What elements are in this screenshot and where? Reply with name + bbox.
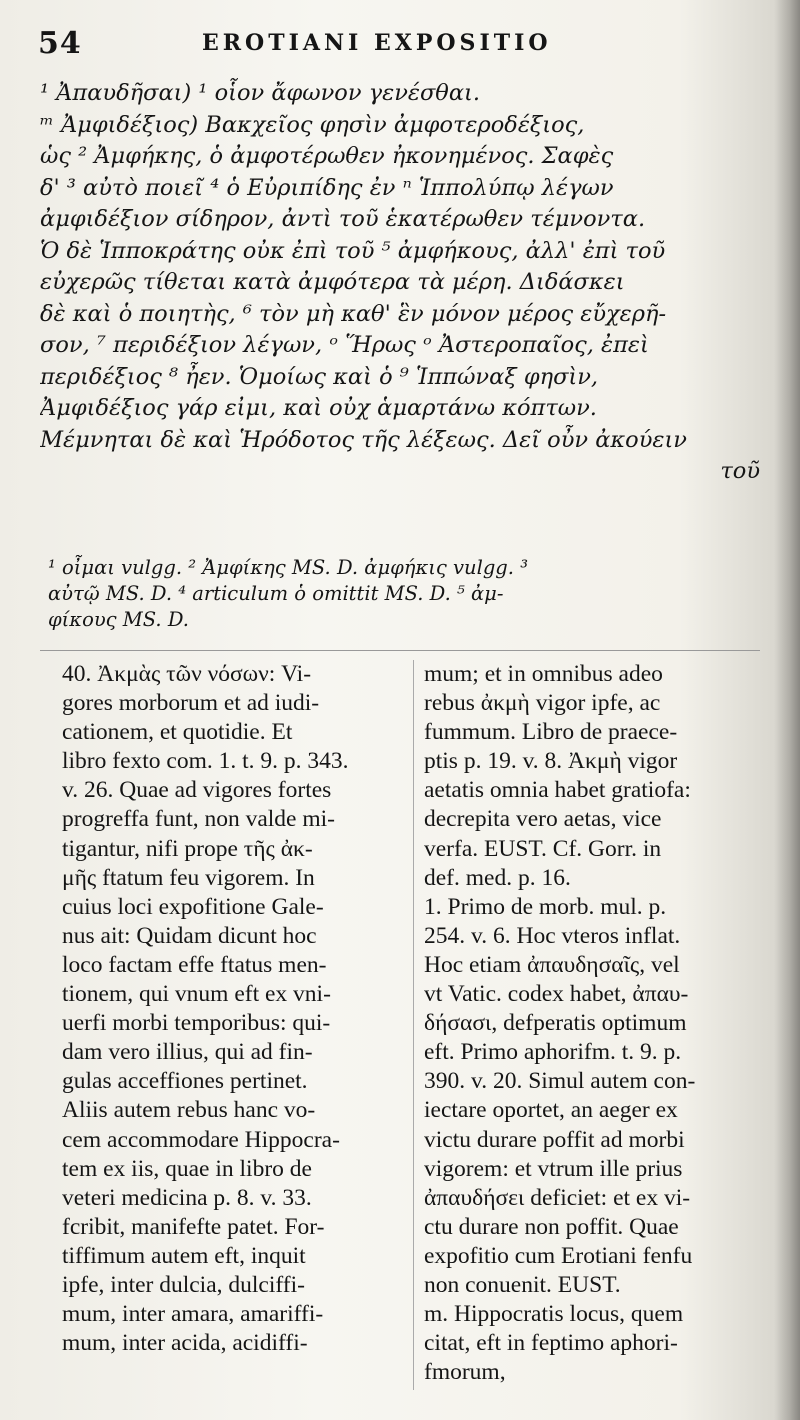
running-title: EROTIANI EXPOSITIO — [202, 30, 552, 56]
greek-line: σον, ⁷ περιδέξιον λέγων, ᵒ Ἥρως ᵒ Ἀστεροπαῖος, ἐπεὶ — [40, 332, 649, 358]
commentary-line: citat, eft in feptimo aphori- — [424, 1330, 678, 1357]
greek-line: Ὁ δὲ Ἱπποκράτης οὐκ ἐπὶ τοῦ ⁵ ἀμφήκους, ἀλλ' ἐπὶ τοῦ — [40, 237, 666, 264]
greek-line: περιδέξιος ⁸ ἦεν. Ὁμοίως καὶ ὁ ⁹ Ἱππώναξ φησὶν, — [40, 363, 599, 390]
commentary-line: aetatis omnia habet gratiofa: — [424, 777, 691, 804]
commentary-line: 254. v. 6. Hoc vteros inflat. — [424, 922, 681, 949]
greek-line: εὐχερῶς τίθεται κατὰ ἀμφότερα τὰ μέρη. Διδάσκει — [40, 269, 625, 295]
commentary-line: vt Vatic. codex habet, ἀπαυ- — [424, 981, 689, 1008]
commentary-line: cem accommodare Hippocra- — [62, 1126, 340, 1153]
commentary-line: gulas acceffiones pertinet. — [62, 1068, 308, 1095]
footnotes — [48, 555, 760, 633]
footnote-line: ¹ οἶμαι vulgg. ² Ἀμφίκης MS. D. ἀμφήκις vulgg. ³ — [48, 556, 529, 579]
commentary-right-column — [424, 660, 764, 1387]
commentary-line: 40. Ἀκμὰς τῶν νόσων: Vi- — [62, 661, 312, 687]
commentary-line: mum, inter acida, acidiffi- — [62, 1330, 308, 1357]
commentary-line: mum, inter amara, amariffi- — [62, 1301, 324, 1328]
commentary-line: uerfi morbi temporibus: qui- — [62, 1010, 331, 1037]
commentary-line: gores morborum et ad iudi- — [62, 690, 320, 717]
commentary-line: ipfe, inter dulcia, dulciffi- — [62, 1271, 305, 1298]
greek-line: ᵐ Ἀμφιδέξιος) Βακχεῖος φησὶν ἀμφοτεροδέξιος, — [40, 111, 585, 138]
greek-line: ὡς ² Ἀμφήκης, ὁ ἀμφοτέρωθεν ἠκονημένος. Σαφὲς — [40, 143, 614, 169]
commentary-line: v. 26. Quae ad vigores fortes — [62, 777, 332, 804]
commentary-line: tem ex iis, quae in libro de — [62, 1155, 312, 1182]
commentary-left-column — [62, 660, 407, 1358]
page-number: 54 — [38, 26, 82, 61]
commentary-line: δήσασι, defperatis optimum — [424, 1010, 687, 1037]
greek-line: ἀμφιδέξιον σίδηρον, ἀντὶ τοῦ ἑκατέρωθεν τέμνοντα. — [40, 206, 646, 232]
commentary-line: iectare oportet, an aeger ex — [424, 1097, 678, 1124]
commentary-line: non conuenit. EUST. — [424, 1271, 621, 1298]
commentary-line: fummum. Libro de praece- — [424, 719, 678, 746]
commentary-line: mum; et in omnibus adeo — [424, 661, 663, 687]
greek-line: Μέμνηται δὲ καὶ Ἡρόδοτος τῆς λέξεως. Δεῖ οὖν ἀκούειν — [40, 426, 687, 453]
commentary-line: def. med. p. 16. — [424, 864, 571, 891]
commentary-line: loco factam effe ftatus men- — [62, 951, 327, 978]
commentary-line: eft. Primo aphorifm. t. 9. p. — [424, 1039, 682, 1066]
catchword: τοῦ — [720, 458, 760, 484]
commentary-line: 390. v. 20. Simul autem con- — [424, 1068, 696, 1095]
commentary-line: verfa. EUST. Cf. Gorr. in — [424, 835, 662, 862]
footnote-line: φίκους MS. D. — [48, 608, 189, 631]
commentary-line: 1. Primo de morb. mul. p. — [424, 893, 667, 920]
commentary-line: ctu durare non poffit. Quae — [424, 1213, 679, 1240]
commentary-line: nus ait: Quidam dicunt hoc — [62, 922, 317, 949]
commentary-line: fcribit, manifefte patet. For- — [62, 1213, 325, 1240]
commentary-line: libro fexto com. 1. t. 9. p. 343. — [62, 748, 349, 775]
commentary-line: fmorum, — [424, 1359, 506, 1386]
commentary-line: decrepita vero aetas, vice — [424, 806, 662, 833]
page-header — [32, 22, 760, 66]
page-edge-shadow — [774, 0, 800, 1420]
commentary-line: Hoc etiam ἀπαυδησαῖς, vel — [424, 951, 680, 978]
commentary-line: veteri medicina p. 8. v. 33. — [62, 1184, 312, 1211]
greek-main-text — [40, 78, 760, 488]
greek-line: ¹ Ἀπαυδῆσαι) ¹ οἷον ἄφωνον γενέσθαι. — [40, 80, 481, 106]
commentary-line: expofitio cum Erotiani fenfu — [424, 1242, 693, 1269]
commentary-line: tigantur, nifi prope τῆς ἀκ- — [62, 835, 313, 862]
commentary-line: tionem, qui vnum eft ex vni- — [62, 981, 331, 1008]
commentary-line: rebus ἀκμὴ vigor ipfe, ac — [424, 690, 661, 717]
column-divider — [413, 660, 414, 1390]
commentary-line: vigorem: et vtrum ille prius — [424, 1155, 683, 1182]
commentary-line: cationem, et quotidie. Et — [62, 719, 293, 746]
commentary-line: ptis p. 19. v. 8. Ἀκμὴ vigor — [424, 748, 678, 775]
commentary-line: dam vero illius, qui ad fin- — [62, 1039, 313, 1066]
commentary-line: progreffa funt, non valde mi- — [62, 806, 335, 833]
footnote-line: αὐτῷ MS. D. ⁴ articulum ὁ omittit MS. D. ⁵ ἀμ- — [48, 582, 504, 605]
commentary-line: tiffimum autem eft, inquit — [62, 1242, 306, 1269]
commentary-line: Aliis autem rebus hanc vo- — [62, 1097, 316, 1124]
commentary-line: victu durare poffit ad morbi — [424, 1126, 685, 1153]
greek-line: δ' ³ αὐτὸ ποιεῖ ⁴ ὁ Εὐριπίδης ἐν ⁿ Ἱππολύπῳ λέγων — [40, 174, 614, 201]
commentary-line: cuius loci expofitione Gale- — [62, 893, 324, 920]
commentary-line: μῆς ftatum feu vigorem. In — [62, 864, 315, 891]
greek-line: δὲ καὶ ὁ ποιητὴς, ⁶ τὸν μὴ καθ' ἓν μόνον μέρος εὔχερῆ- — [40, 300, 667, 327]
commentary-line: m. Hippocratis locus, quem — [424, 1301, 684, 1328]
greek-line: Ἀμφιδέξιος γάρ εἰμι, καὶ οὐχ ἁμαρτάνω κόπτων. — [40, 395, 597, 421]
commentary-line: ἀπαυδήσει deficiet: et ex vi- — [424, 1184, 691, 1211]
section-divider — [40, 650, 760, 651]
